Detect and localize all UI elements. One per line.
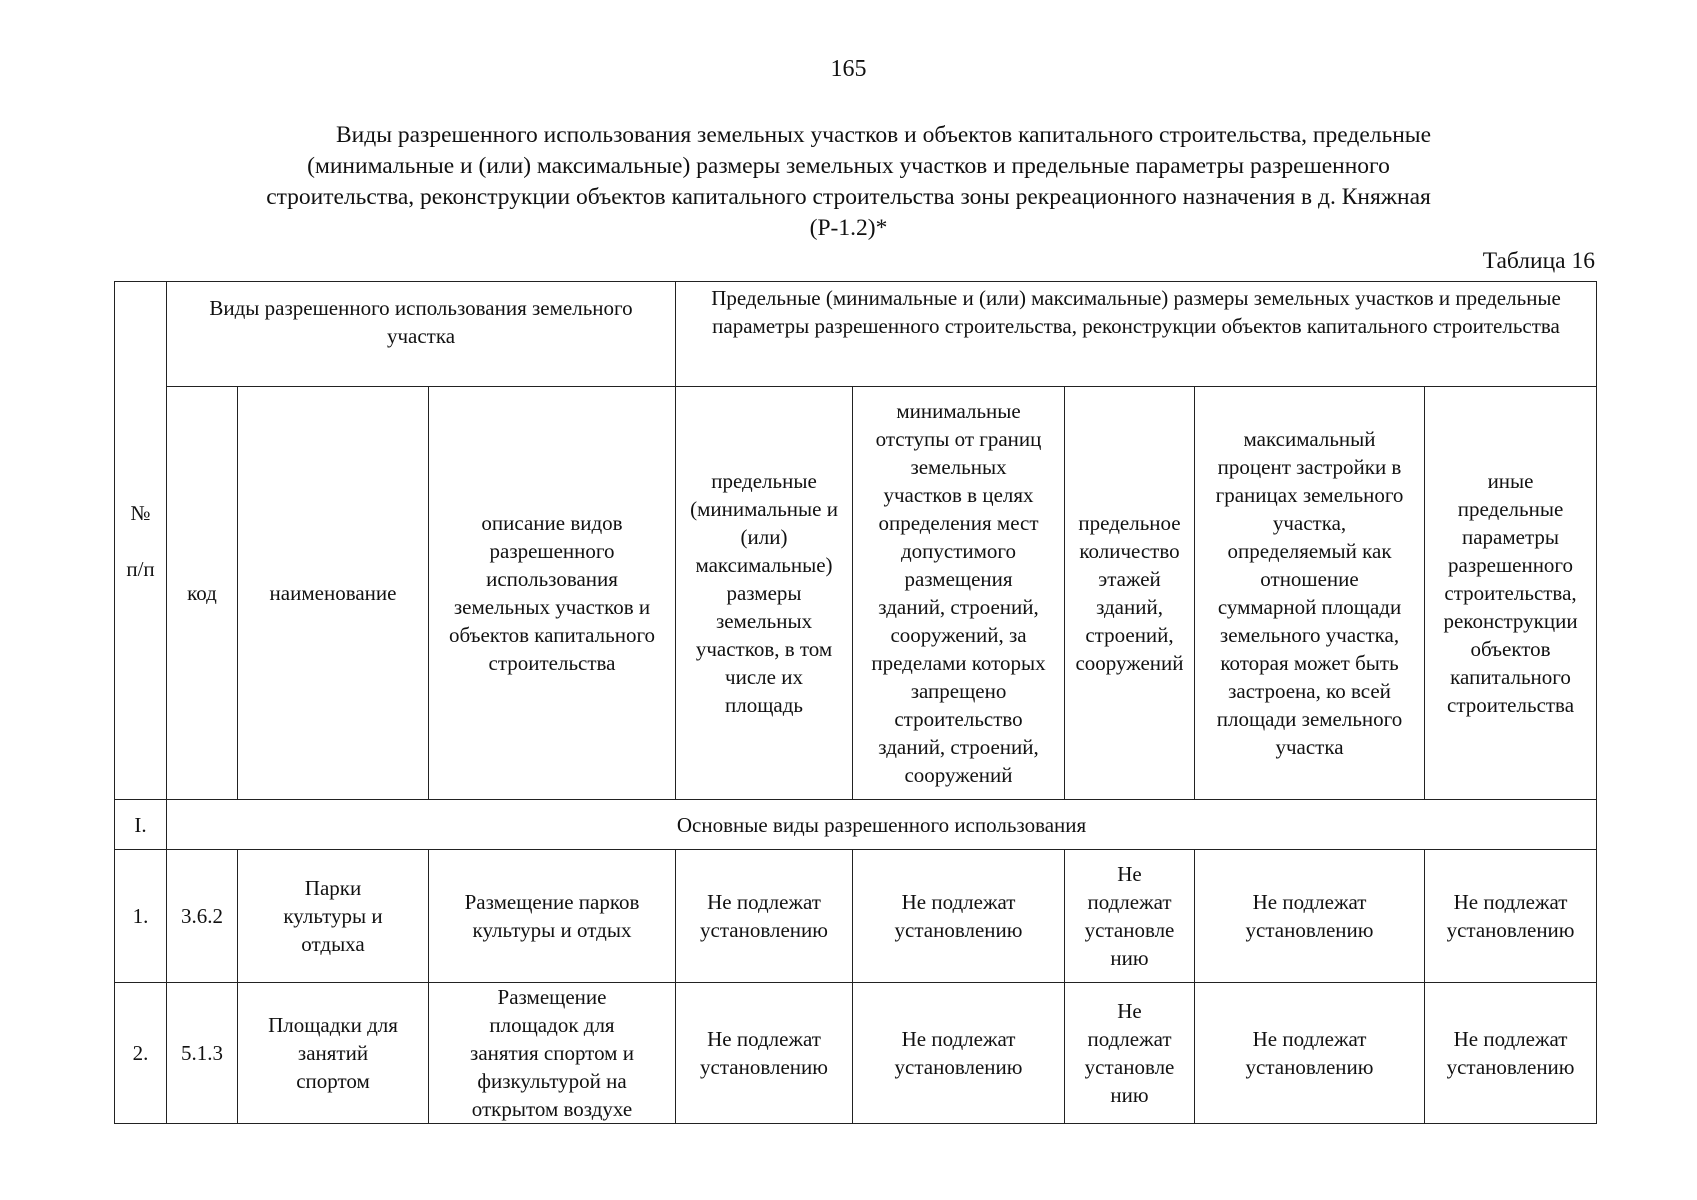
table-caption: Таблица 16 xyxy=(1482,248,1595,274)
header-setbacks: минимальные отступы от границ земельных участков в целях определения мест допустимого размещения зданий, строений, сооружений, за пределами которых запрещено строительство зданий, строений, сооружений xyxy=(853,387,1065,800)
row-setbacks: Не подлежат установлению xyxy=(853,850,1065,983)
row-name: Парки культуры и отдыха xyxy=(238,850,429,983)
row-coverage: Не подлежат установлению xyxy=(1195,850,1425,983)
title-line: (минимальные и (или) максимальные) размеры земельных участков и предельные параметры разрешенного xyxy=(307,153,1390,179)
row-description: Размещение парков культуры и отдых xyxy=(429,850,676,983)
header-plot-size: предельные (минимальные и (или) максимальные) размеры земельных участков, в том числе их площадь xyxy=(676,387,853,800)
row-code: 5.1.3 xyxy=(167,983,238,1124)
header-coverage: максимальный процент застройки в границах земельного участка, определяемый как отношение суммарной площади земельного участка, которая может быть застроена, ко всей площади земельного участка xyxy=(1195,387,1425,800)
header-description: описание видов разрешенного использования земельных участков и объектов капитального строительства xyxy=(429,387,676,800)
header-other-parameters: иные предельные параметры разрешенного строительства, реконструкции объектов капитального строительства xyxy=(1425,387,1597,800)
row-coverage: Не подлежат установлению xyxy=(1195,983,1425,1124)
header-floors: предельное количество этажей зданий, строений, сооружений xyxy=(1065,387,1195,800)
row-setbacks: Не подлежат установлению xyxy=(853,983,1065,1124)
row-plot-size: Не подлежат установлению xyxy=(676,850,853,983)
row-number: 1. xyxy=(115,850,167,983)
row-floors: Не подлежат установле нию xyxy=(1065,850,1195,983)
header-group-limit-parameters: Предельные (минимальные и (или) максимальные) размеры земельных участков и предельные параметры разрешенного строительства, реконструкции объектов капитального строительства xyxy=(676,282,1597,387)
section-number: I. xyxy=(115,800,167,850)
row-other-parameters: Не подлежат установлению xyxy=(1425,983,1597,1124)
page-number: 165 xyxy=(830,56,867,82)
row-number: 2. xyxy=(115,983,167,1124)
header-code: код xyxy=(167,387,238,800)
row-plot-size: Не подлежат установлению xyxy=(676,983,853,1124)
table-row xyxy=(115,850,1597,983)
section-title: Основные виды разрешенного использования xyxy=(167,800,1597,850)
table-row xyxy=(115,983,1597,1124)
row-code: 3.6.2 xyxy=(167,850,238,983)
document-title xyxy=(130,120,1567,244)
header-name: наименование xyxy=(238,387,429,800)
title-line: Виды разрешенного использования земельных участков и объектов капитального строительства, предельные xyxy=(336,122,1431,148)
title-line: строительства, реконструкции объектов капитального строительства зоны рекреационного назначения в д. Княжная xyxy=(266,184,1431,210)
header-number-column: № п/п xyxy=(115,282,167,800)
header-group-permitted-uses: Виды разрешенного использования земельного участка xyxy=(167,282,676,387)
zoning-table xyxy=(114,281,1597,1124)
row-floors: Не подлежат установле нию xyxy=(1065,983,1195,1124)
row-name: Площадки для занятий спортом xyxy=(238,983,429,1124)
title-line: (Р-1.2)* xyxy=(809,215,888,241)
row-other-parameters: Не подлежат установлению xyxy=(1425,850,1597,983)
row-description: Размещение площадок для занятия спортом и физкультурой на открытом воздухе xyxy=(429,983,676,1124)
